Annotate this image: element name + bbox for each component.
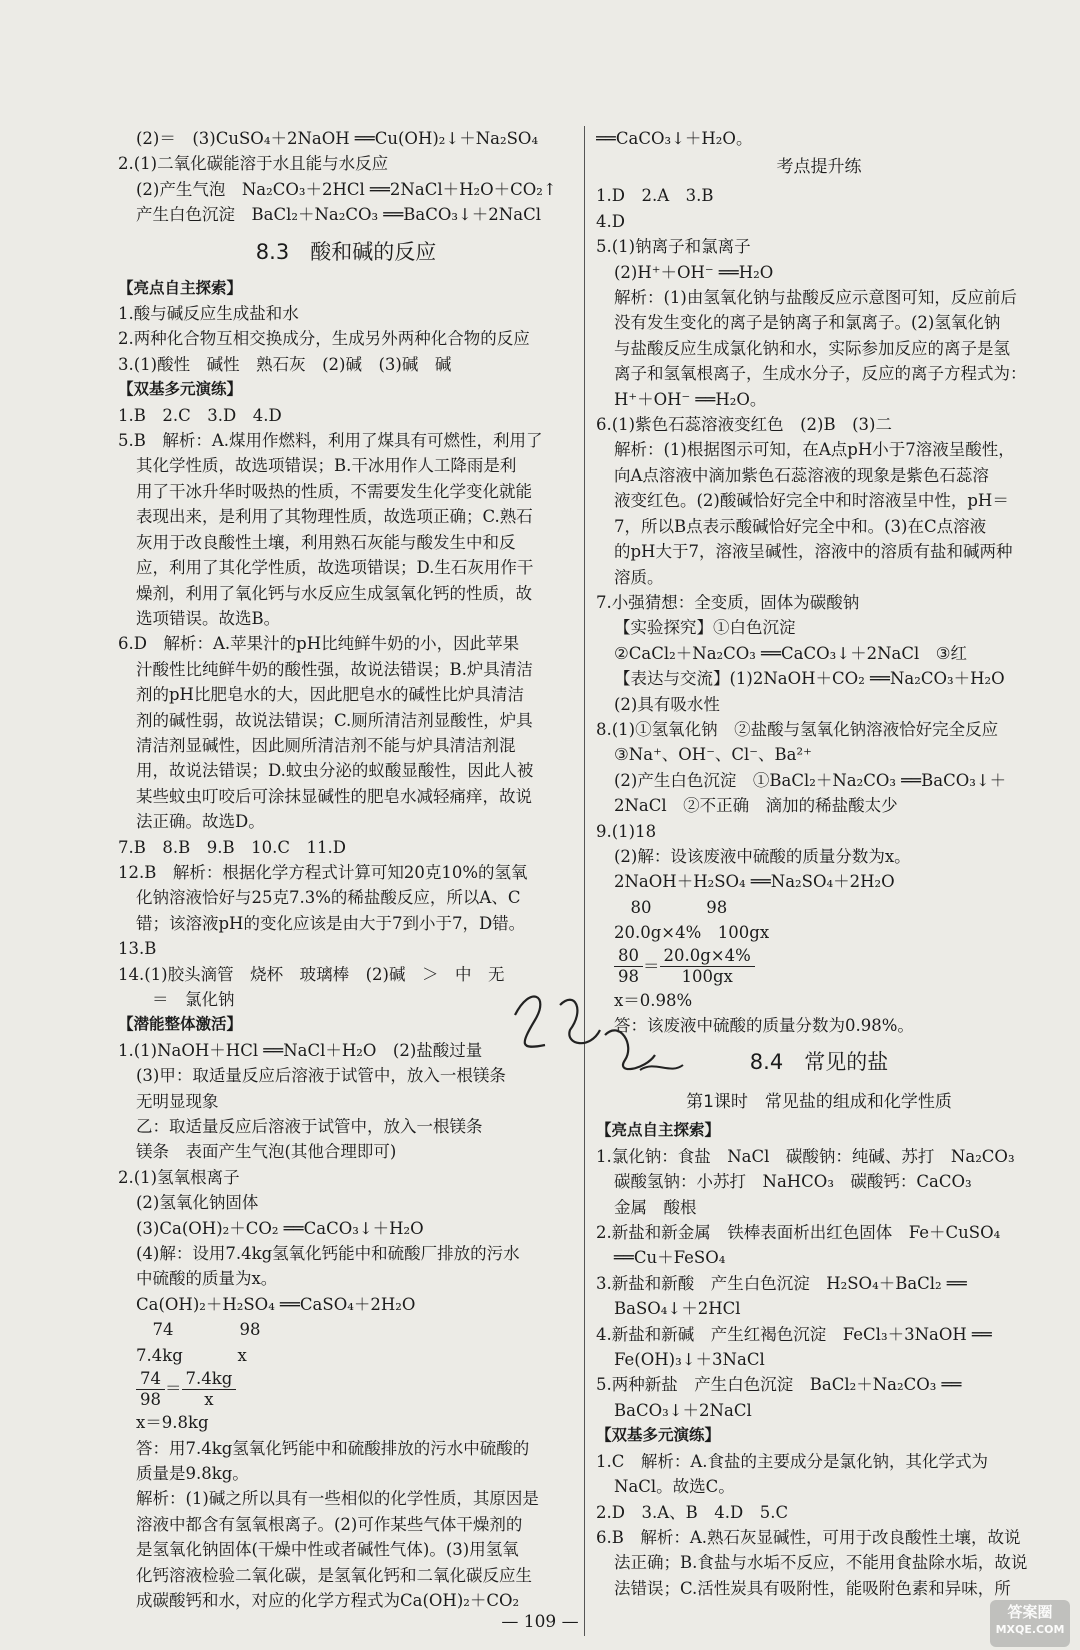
text-line: 没有发生变化的离子是钠离子和氯离子。(2)氢氧化钠 — [614, 313, 1001, 333]
text-line: 向A点溶液中滴加紫色石蕊溶液的现象是紫色石蕊溶 — [614, 465, 989, 485]
text-line: 9.(1)18 — [596, 821, 657, 841]
text-line: 4.D — [596, 211, 625, 231]
text-line: 中硫酸的质量为x。 — [136, 1269, 278, 1289]
text-line: (2)解：设该废液中硫酸的质量分数为x。 — [614, 846, 911, 866]
text-line: 汁酸性比纯鲜牛奶的酸性强，故说法错误；B.炉具清洁 — [136, 659, 533, 679]
text-line: 解析：(1)根据图示可知，在A点pH小于7溶液呈酸性， — [614, 440, 1015, 460]
text-line: 1.(1)NaOH＋HCl ══NaCl＋H₂O (2)盐酸过量 — [118, 1040, 483, 1060]
text-line: 与盐酸反应生成氯化钠和水，实际参加反应的离子是氢 — [614, 338, 1010, 358]
text-line: 5.B 解析：A.煤用作燃料，利用了煤具有可燃性，利用了 — [118, 431, 543, 451]
text-line: 表现出来，是利用了其物理性质，故选项正确；C.熟石 — [136, 507, 533, 527]
text-line: (2)产生气泡 Na₂CO₃＋2HCl ══2NaCl＋H₂O＋CO₂↑ — [136, 179, 557, 199]
text-line: 1.B 2.C 3.D 4.D — [118, 405, 282, 425]
text-line: (2)H⁺＋OH⁻ ══H₂O — [614, 262, 774, 282]
text-line: (3)甲：取适量反应后溶液于试管中，放入一根镁条 — [136, 1066, 506, 1086]
text-line: 2NaCl ②不正确 滴加的稀盐酸太少 — [614, 796, 898, 816]
text-line: 6.D 解析：A.苹果汁的pH比纯鲜牛奶的小，因此苹果 — [118, 634, 520, 654]
text-line: 80 98 — [614, 897, 728, 917]
block-label: 【亮点自主探索】 — [118, 278, 243, 297]
fraction-equation — [596, 946, 1042, 988]
text-line: ③Na⁺、OH⁻、Cl⁻、Ba²⁺ — [614, 745, 812, 765]
text-line: 镁条 表面产生气泡(其他合理即可) — [136, 1142, 397, 1162]
equals-sign: ＝ — [643, 956, 660, 976]
text-line: ══CaCO₃↓＋H₂O。 — [596, 129, 753, 148]
text-line: 碳酸氢钠：小苏打 NaHCO₃ 碳酸钙：CaCO₃ — [614, 1172, 972, 1192]
denominator: 98 — [618, 967, 639, 987]
column-divider — [584, 126, 585, 1636]
watermark-logo — [990, 1600, 1070, 1647]
text-line: 2.D 3.A、B 4.D 5.C — [596, 1502, 789, 1522]
text-line: 灰用于改良酸性土壤，利用熟石灰能与酸发生中和反 — [136, 532, 516, 552]
numerator: 20.0g×4% — [660, 946, 755, 967]
text-line: 溶质。 — [614, 567, 664, 587]
denominator: x — [204, 1389, 214, 1409]
block-label: 【潜能整体激活】 — [118, 1015, 243, 1034]
numerator: 74 — [136, 1369, 165, 1390]
text-line: 1.C 解析：A.食盐的主要成分是氯化钠，其化学式为 — [596, 1451, 989, 1471]
text-line: 乙：取适量反应后溶液于试管中，放入一根镁条 — [136, 1117, 483, 1137]
numerator: 80 — [614, 946, 643, 967]
text-line: 【实验探究】①白色沉淀 — [614, 618, 796, 638]
subsection-heading: 考点提升练 — [776, 157, 862, 178]
text-line: 3.(1)酸性 碱性 熟石灰 (2)碱 (3)碱 碱 — [118, 354, 452, 374]
text-line: 7.B 8.B 9.B 10.C 11.D — [118, 837, 346, 857]
text-line: 1.酸与碱反应生成盐和水 — [118, 304, 299, 324]
text-line: 2NaOH＋H₂SO₄ ══Na₂SO₄＋2H₂O — [614, 872, 895, 892]
text-line: ══Cu＋FeSO₄ — [614, 1248, 726, 1268]
block-label: 【亮点自主探索】 — [596, 1121, 721, 1140]
text-line: 2.(1)二氧化碳能溶于水且能与水反应 — [118, 154, 389, 174]
denominator: 100gx — [681, 967, 733, 987]
text-line: 清洁剂显碱性，因此厕所清洁剂不能与炉具清洁剂混 — [136, 735, 516, 755]
text-line: 是氢氧化钠固体(干燥中性或者碱性气体)。(3)用氢氧 — [136, 1540, 519, 1560]
text-line: (3)Ca(OH)₂＋CO₂ ══CaCO₃↓＋H₂O — [136, 1218, 424, 1238]
fraction — [182, 1369, 237, 1410]
text-line: 质量是9.8kg。 — [136, 1463, 249, 1483]
text-line: H⁺＋OH⁻ ══H₂O。 — [614, 389, 767, 409]
text-line: 答：用7.4kg氢氧化钙能中和硫酸排放的污水中硫酸的 — [136, 1438, 530, 1458]
text-line: 2.新盐和新金属 铁棒表面析出红色固体 Fe＋CuSO₄ — [596, 1223, 1001, 1243]
section-heading: 8.3 酸和碱的反应 — [255, 239, 437, 264]
fraction — [660, 946, 755, 987]
text-line: 20.0g×4% 100gx — [614, 923, 770, 943]
text-line: (2)氢氧化钠固体 — [136, 1193, 259, 1213]
text-line: (4)解：设用7.4kg氢氧化钙能中和硫酸厂排放的污水 — [136, 1244, 520, 1264]
text-line: 7.4kg x — [136, 1345, 247, 1365]
page-number: — 109 — — [501, 1612, 579, 1632]
text-line: ＝ 氯化钠 — [152, 990, 235, 1009]
text-line: 14.(1)胶头滴管 烧杯 玻璃棒 (2)碱 ＞ 中 无 — [118, 964, 505, 984]
left-column — [118, 126, 574, 1613]
text-line: 1.D 2.A 3.B — [596, 186, 714, 206]
text-line: 剂的pH比肥皂水的大，因此肥皂水的碱性比炉具清洁 — [136, 685, 524, 705]
text-line: 错；该溶液pH的变化应该是由大于7到小于7，D错。 — [136, 913, 526, 933]
text-line: 74 98 — [136, 1320, 261, 1340]
text-line: 5.两种新盐 产生白色沉淀 BaCl₂＋Na₂CO₃ ══ — [596, 1375, 962, 1395]
text-line: 解析：(1)由氢氧化钠与盐酸反应示意图可知，反应前后 — [614, 288, 1017, 308]
text-line: Ca(OH)₂＋H₂SO₄ ══CaSO₄＋2H₂O — [136, 1294, 416, 1314]
text-line: 产生白色沉淀 BaCl₂＋Na₂CO₃ ══BaCO₃↓＋2NaCl — [136, 205, 541, 225]
text-line: 2.两种化合物互相交换成分，生成另外两种化合物的反应 — [118, 329, 530, 349]
section-heading: 8.4 常见的盐 — [749, 1050, 889, 1075]
text-line: 溶液中都含有氢氧根离子。(2)可作某些气体干燥剂的 — [136, 1514, 523, 1534]
text-line: 6.B 解析：A.熟石灰显碱性，可用于改良酸性土壤，故说 — [596, 1527, 1021, 1547]
text-line: 用了干冰升华时吸热的性质，不需要发生化学变化就能 — [136, 481, 532, 501]
text-line: 法正确；B.食盐与水垢不反应，不能用食盐除水垢，故说 — [614, 1553, 1028, 1573]
text-line: 12.B 解析：根据化学方程式计算可知20克10%的氢氧 — [118, 862, 528, 882]
text-line: 剂的碱性弱，故说法错误；C.厕所清洁剂显酸性，炉具 — [136, 710, 533, 730]
equals-sign: ＝ — [165, 1379, 182, 1399]
text-line: 金属 酸根 — [614, 1197, 697, 1217]
text-line: NaCl。故选C。 — [614, 1477, 735, 1497]
text-line: x＝9.8kg — [136, 1413, 209, 1433]
text-line: 6.(1)紫色石蕊溶液变红色 (2)B (3)二 — [596, 415, 892, 435]
text-line: 5.(1)钠离子和氯离子 — [596, 237, 751, 257]
text-line: 7，所以B点表示酸碱恰好完全中和。(3)在C点溶液 — [614, 516, 987, 536]
text-line: 无明显现象 — [136, 1091, 219, 1111]
text-line: 法错误；C.活性炭具有吸附性，能吸附色素和异味，所 — [614, 1578, 1011, 1598]
fraction — [136, 1369, 165, 1410]
text-line: 2.(1)氢氧根离子 — [118, 1167, 240, 1187]
text-line: 某些蚊虫叮咬后可涂抹显碱性的肥皂水减轻痛痒，故说 — [136, 786, 532, 806]
text-line: 成碳酸钙和水，对应的化学方程式为Ca(OH)₂＋CO₂ — [136, 1590, 520, 1610]
text-line: Fe(OH)₃↓＋3NaCl — [614, 1350, 765, 1370]
text-line: 化钙溶液检验二氧化碳，是氢氧化钙和二氧化碳反应生 — [136, 1565, 532, 1585]
block-label: 【双基多元演练】 — [118, 380, 243, 399]
text-line: 解析：(1)碱之所以具有一些相似的化学性质，其原因是 — [136, 1489, 539, 1509]
fraction-equation — [118, 1368, 574, 1410]
text-line: (2)产生白色沉淀 ①BaCl₂＋Na₂CO₃ ══BaCO₃↓＋ — [614, 770, 1007, 790]
text-line: 1.氯化钠：食盐 NaCl 碳酸钠：纯碱、苏打 Na₂CO₃ — [596, 1146, 1015, 1166]
text-line: (2)具有吸水性 — [614, 694, 720, 714]
text-line: 13.B — [118, 939, 157, 959]
text-line: ②CaCl₂＋Na₂CO₃ ══CaCO₃↓＋2NaCl ③红 — [614, 643, 968, 663]
text-line: 其化学性质，故选项错误；B.干冰用作人工降雨是利 — [136, 456, 517, 476]
text-line: 7.小强猜想：全变质，固体为碳酸钠 — [596, 592, 860, 612]
subsection-heading: 第1课时 常见盐的组成和化学性质 — [686, 1092, 952, 1113]
text-line: BaSO₄↓＋2HCl — [614, 1299, 741, 1319]
text-line: x＝0.98% — [614, 990, 693, 1010]
watermark-sub: MXQE.COM — [995, 1623, 1065, 1636]
text-line: BaCO₃↓＋2NaCl — [614, 1400, 752, 1420]
watermark-text: 答案圈 — [1007, 1603, 1053, 1621]
right-column — [596, 126, 1042, 1601]
fraction — [614, 946, 643, 987]
text-line: 【表达与交流】(1)2NaOH＋CO₂ ══Na₂CO₃＋H₂O — [614, 669, 1005, 689]
text-line: 3.新盐和新酸 产生白色沉淀 H₂SO₄＋BaCl₂ ══ — [596, 1273, 967, 1293]
text-line: 燥剂，利用了氧化钙与水反应生成氢氧化钙的性质，故 — [136, 583, 532, 603]
text-line: 应，利用了其化学性质，故选项错误；D.生石灰用作干 — [136, 558, 534, 578]
text-line: 选项错误。故选B。 — [136, 608, 281, 628]
text-line: 8.(1)①氢氧化钠 ②盐酸与氢氧化钠溶液恰好完全反应 — [596, 719, 999, 739]
numerator: 7.4kg — [182, 1369, 237, 1390]
text-line: 法正确。故选D。 — [136, 812, 265, 832]
text-line: (2)＝ (3)CuSO₄＋2NaOH ══Cu(OH)₂↓＋Na₂SO₄ — [136, 129, 539, 148]
text-line: 化钠溶液恰好与25克7.3%的稀盐酸反应，所以A、C — [136, 888, 521, 908]
text-line: 液变红色。(2)酸碱恰好完全中和时溶液呈中性，pH＝ — [614, 491, 1009, 511]
text-line: 离子和氢氧根离子，生成水分子，反应的离子方程式为： — [614, 364, 1027, 384]
text-line: 答：该废液中硫酸的质量分数为0.98%。 — [614, 1016, 914, 1035]
denominator: 98 — [140, 1389, 161, 1409]
text-line: 的pH大于7，溶液呈碱性，溶液中的溶质有盐和碱两种 — [614, 542, 1013, 562]
text-line: 用，故说法错误；D.蚊虫分泌的蚁酸显酸性，因此人被 — [136, 761, 534, 781]
text-line: 4.新盐和新碱 产生红褐色沉淀 FeCl₃＋3NaOH ══ — [596, 1324, 992, 1344]
block-label: 【双基多元演练】 — [596, 1426, 721, 1445]
